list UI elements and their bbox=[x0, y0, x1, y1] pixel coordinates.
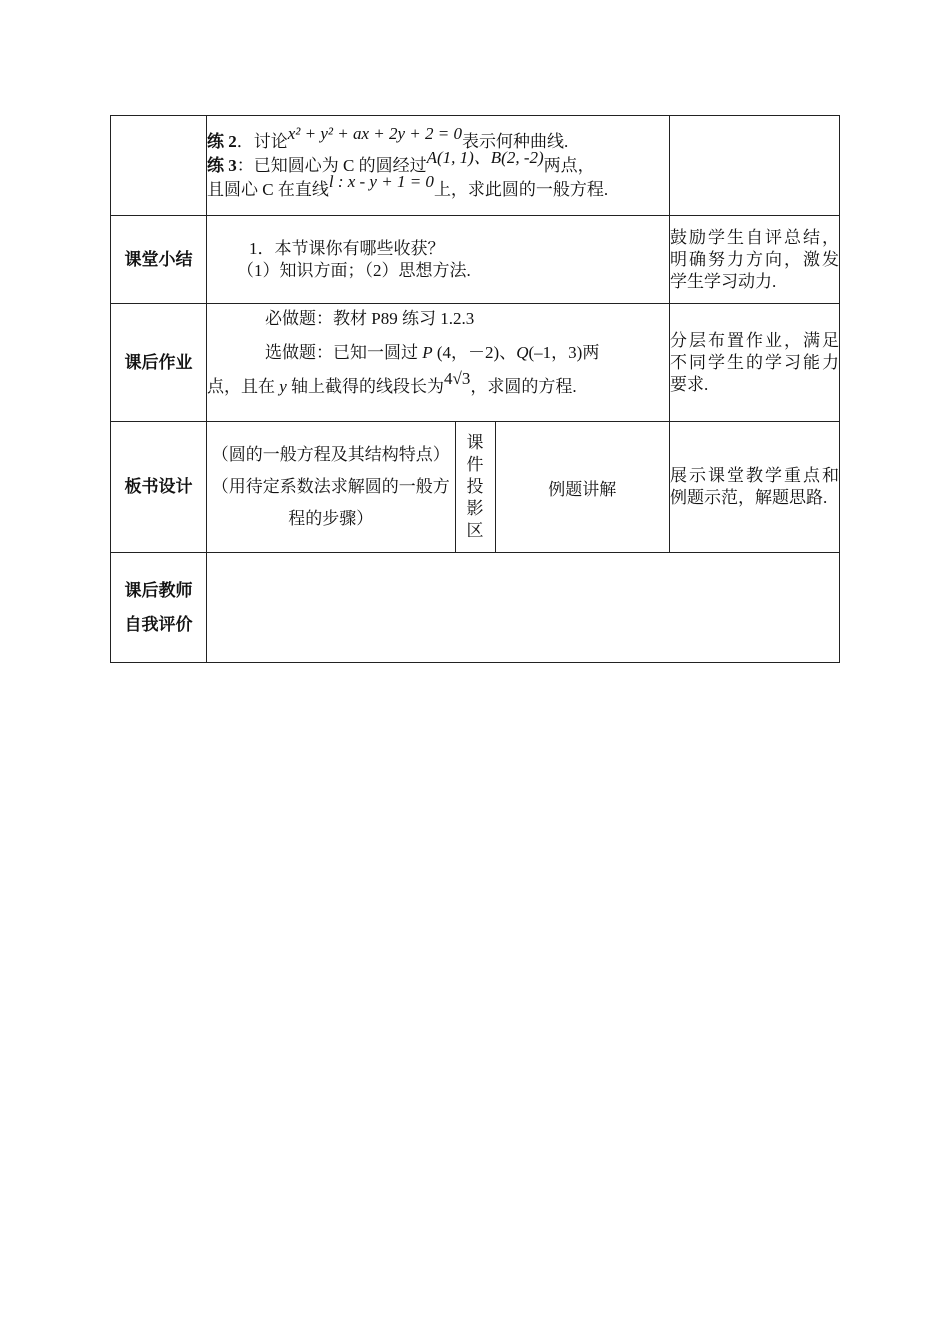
board-row bbox=[111, 422, 840, 553]
summary-row bbox=[111, 216, 840, 304]
homework-optional-line2 bbox=[207, 369, 669, 402]
lesson-plan-table bbox=[110, 115, 840, 663]
exercise-3-lead: ：已知圆心为 C 的圆经过 bbox=[236, 155, 427, 175]
exercise-row-label-cell bbox=[111, 116, 207, 216]
summary-line-1: 1．本节课你有哪些收获？ bbox=[249, 238, 445, 258]
exercise-row bbox=[111, 116, 840, 216]
board-projection-label: 课件投影区 bbox=[466, 433, 484, 540]
exercise-2-tail: 表示何种曲线. bbox=[461, 131, 569, 151]
homework-required: 必做题：教材 P89 练习 1.2.3 bbox=[265, 309, 475, 328]
segment-length: 4√3 bbox=[444, 369, 471, 388]
axis-y: y bbox=[279, 377, 287, 396]
board-left-line-1: （圆的一般方程及其结构特点） bbox=[211, 445, 450, 464]
exercise-3-line2 bbox=[207, 171, 669, 202]
homework-line2-c: ，求圆的方程. bbox=[470, 377, 577, 396]
homework-line2-a: 点，且在 bbox=[207, 377, 280, 396]
reflection-label-line-2: 自我评价 bbox=[124, 614, 193, 634]
reflection-content[interactable] bbox=[207, 553, 840, 663]
exercise-note-cell bbox=[670, 116, 840, 216]
board-left bbox=[207, 422, 455, 552]
board-note: 展示课堂教学重点和例题示范，解题思路. bbox=[670, 422, 840, 553]
homework-line2-b: 轴上截得的线段长为 bbox=[286, 377, 445, 396]
exercise-3-tail: 上，求此圆的一般方程. bbox=[433, 179, 609, 199]
summary-label: 课堂小结 bbox=[111, 216, 207, 304]
board-projection-area bbox=[455, 422, 495, 552]
point-q-coords: (–1，3)两 bbox=[528, 343, 600, 362]
summary-content bbox=[207, 216, 670, 304]
summary-line-2: （1）知识方面；（2）思想方法. bbox=[237, 260, 471, 280]
board-inner-table bbox=[207, 422, 669, 552]
homework-content bbox=[207, 304, 670, 422]
exercise-2-lead: ．讨论 bbox=[236, 131, 288, 151]
homework-label: 课后作业 bbox=[111, 304, 207, 422]
point-p: P bbox=[422, 343, 433, 362]
board-example: 例题讲解 bbox=[548, 479, 617, 499]
board-left-line-2: （用待定系数法求解圆的一般方程的步骤） bbox=[211, 477, 450, 528]
homework-note: 分层布置作业，满足不同学生的学习能力要求. bbox=[670, 304, 840, 422]
point-q: Q bbox=[516, 343, 529, 362]
exercise-2-formula: x² + y² + ax + 2y + 2 = 0 bbox=[287, 123, 462, 143]
exercise-3 bbox=[207, 147, 669, 178]
reflection-row bbox=[111, 553, 840, 663]
exercise-3-label: 练 3 bbox=[207, 155, 237, 175]
exercise-2-label: 练 2 bbox=[207, 131, 237, 151]
exercise-3-line-formula: l : x - y + 1 = 0 bbox=[328, 171, 434, 191]
exercise-3-line2-lead: 且圆心 C 在直线 bbox=[207, 179, 329, 199]
reflection-label-line-1: 课后教师 bbox=[124, 580, 193, 600]
exercise-3-mid: 两点， bbox=[543, 155, 595, 175]
point-p-coords: (4，－2)、 bbox=[432, 343, 517, 362]
homework-optional-lead: 选做题：已知一圆过 bbox=[265, 343, 423, 362]
summary-note: 鼓励学生自评总结，明确努力方向，激发学生学习动力. bbox=[670, 216, 840, 304]
board-design-cell bbox=[207, 422, 670, 553]
homework-optional bbox=[207, 338, 669, 368]
reflection-label bbox=[111, 553, 207, 663]
homework-row bbox=[111, 304, 840, 422]
board-label: 板书设计 bbox=[111, 422, 207, 553]
exercise-cell bbox=[207, 116, 670, 216]
exercise-3-points: A(1, 1)、B(2, -2) bbox=[426, 147, 544, 167]
